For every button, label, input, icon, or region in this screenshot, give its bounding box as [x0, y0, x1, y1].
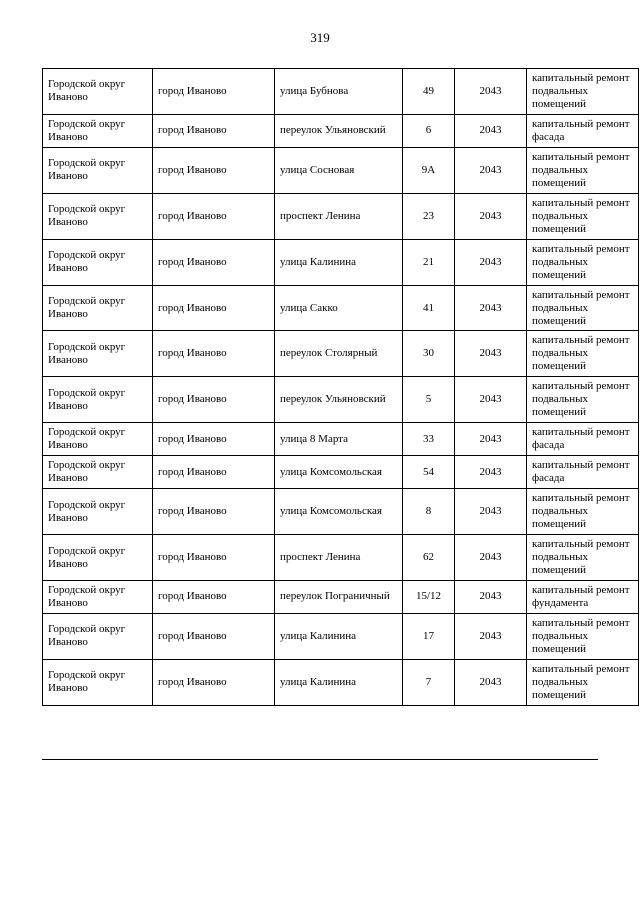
cell-house-number: 62: [403, 535, 455, 581]
cell-work-type: капитальный ремонт фасада: [527, 423, 639, 456]
cell-city: город Иваново: [153, 456, 275, 489]
cell-municipality: Городской округ Иваново: [43, 147, 153, 193]
cell-house-number: 15/12: [403, 580, 455, 613]
cell-city: город Иваново: [153, 114, 275, 147]
cell-work-type: капитальный ремонт подвальных помещений: [527, 331, 639, 377]
cell-work-type: капитальный ремонт подвальных помещений: [527, 613, 639, 659]
cell-municipality: Городской округ Иваново: [43, 239, 153, 285]
cell-year: 2043: [455, 193, 527, 239]
table-continuation-border: [42, 759, 598, 760]
cell-city: город Иваново: [153, 535, 275, 581]
table-row: [43, 69, 639, 115]
cell-house-number: 21: [403, 239, 455, 285]
cell-street: улица Сакко: [275, 285, 403, 331]
cell-year: 2043: [455, 331, 527, 377]
cell-house-number: 41: [403, 285, 455, 331]
cell-municipality: Городской округ Иваново: [43, 69, 153, 115]
cell-city: город Иваново: [153, 69, 275, 115]
repair-program-table: [42, 68, 639, 706]
cell-house-number: 7: [403, 659, 455, 705]
cell-municipality: Городской округ Иваново: [43, 377, 153, 423]
cell-street: улица Комсомольская: [275, 456, 403, 489]
cell-city: город Иваново: [153, 423, 275, 456]
cell-house-number: 8: [403, 489, 455, 535]
cell-year: 2043: [455, 69, 527, 115]
cell-house-number: 54: [403, 456, 455, 489]
cell-municipality: Городской округ Иваново: [43, 535, 153, 581]
cell-house-number: 49: [403, 69, 455, 115]
cell-year: 2043: [455, 659, 527, 705]
cell-work-type: капитальный ремонт подвальных помещений: [527, 659, 639, 705]
cell-year: 2043: [455, 613, 527, 659]
table-row: [43, 423, 639, 456]
table-row: [43, 331, 639, 377]
cell-municipality: Городской округ Иваново: [43, 331, 153, 377]
cell-municipality: Городской округ Иваново: [43, 489, 153, 535]
cell-work-type: капитальный ремонт подвальных помещений: [527, 377, 639, 423]
cell-municipality: Городской округ Иваново: [43, 114, 153, 147]
cell-year: 2043: [455, 423, 527, 456]
cell-municipality: Городской округ Иваново: [43, 456, 153, 489]
table-row: [43, 613, 639, 659]
cell-house-number: 33: [403, 423, 455, 456]
cell-work-type: капитальный ремонт подвальных помещений: [527, 193, 639, 239]
table-row: [43, 535, 639, 581]
cell-city: город Иваново: [153, 377, 275, 423]
cell-municipality: Городской округ Иваново: [43, 193, 153, 239]
page-number: 319: [310, 30, 330, 45]
cell-work-type: капитальный ремонт подвальных помещений: [527, 147, 639, 193]
cell-house-number: 30: [403, 331, 455, 377]
cell-house-number: 17: [403, 613, 455, 659]
cell-work-type: капитальный ремонт подвальных помещений: [527, 489, 639, 535]
cell-street: переулок Столярный: [275, 331, 403, 377]
cell-municipality: Городской округ Иваново: [43, 285, 153, 331]
table-row: [43, 114, 639, 147]
cell-street: переулок Ульяновский: [275, 377, 403, 423]
table-row: [43, 147, 639, 193]
cell-house-number: 6: [403, 114, 455, 147]
table-row: [43, 489, 639, 535]
table-row: [43, 580, 639, 613]
table-body: [43, 69, 639, 706]
cell-work-type: капитальный ремонт фасада: [527, 114, 639, 147]
cell-street: улица Бубнова: [275, 69, 403, 115]
cell-city: город Иваново: [153, 489, 275, 535]
cell-street: переулок Пограничный: [275, 580, 403, 613]
cell-street: проспект Ленина: [275, 535, 403, 581]
cell-street: улица Калинина: [275, 239, 403, 285]
cell-work-type: капитальный ремонт подвальных помещений: [527, 535, 639, 581]
cell-city: город Иваново: [153, 613, 275, 659]
cell-house-number: 9А: [403, 147, 455, 193]
cell-year: 2043: [455, 535, 527, 581]
cell-year: 2043: [455, 580, 527, 613]
cell-work-type: капитальный ремонт подвальных помещений: [527, 285, 639, 331]
cell-street: улица Калинина: [275, 659, 403, 705]
cell-street: улица Калинина: [275, 613, 403, 659]
cell-year: 2043: [455, 377, 527, 423]
cell-year: 2043: [455, 239, 527, 285]
cell-municipality: Городской округ Иваново: [43, 580, 153, 613]
cell-city: город Иваново: [153, 659, 275, 705]
cell-street: переулок Ульяновский: [275, 114, 403, 147]
cell-street: проспект Ленина: [275, 193, 403, 239]
cell-city: город Иваново: [153, 331, 275, 377]
table-row: [43, 285, 639, 331]
table-row: [43, 377, 639, 423]
cell-year: 2043: [455, 489, 527, 535]
cell-city: город Иваново: [153, 285, 275, 331]
cell-year: 2043: [455, 456, 527, 489]
repair-program-table-wrap: [42, 68, 630, 760]
cell-work-type: капитальный ремонт фасада: [527, 456, 639, 489]
cell-street: улица Сосновая: [275, 147, 403, 193]
cell-street: улица 8 Марта: [275, 423, 403, 456]
cell-street: улица Комсомольская: [275, 489, 403, 535]
cell-municipality: Городской округ Иваново: [43, 659, 153, 705]
cell-house-number: 5: [403, 377, 455, 423]
cell-work-type: капитальный ремонт подвальных помещений: [527, 69, 639, 115]
cell-municipality: Городской округ Иваново: [43, 613, 153, 659]
cell-city: город Иваново: [153, 147, 275, 193]
cell-city: город Иваново: [153, 193, 275, 239]
table-row: [43, 659, 639, 705]
cell-city: город Иваново: [153, 580, 275, 613]
cell-year: 2043: [455, 285, 527, 331]
cell-house-number: 23: [403, 193, 455, 239]
cell-work-type: капитальный ремонт подвальных помещений: [527, 239, 639, 285]
cell-work-type: капитальный ремонт фундамента: [527, 580, 639, 613]
cell-year: 2043: [455, 147, 527, 193]
table-row: [43, 193, 639, 239]
cell-city: город Иваново: [153, 239, 275, 285]
table-row: [43, 239, 639, 285]
cell-municipality: Городской округ Иваново: [43, 423, 153, 456]
cell-year: 2043: [455, 114, 527, 147]
table-row: [43, 456, 639, 489]
